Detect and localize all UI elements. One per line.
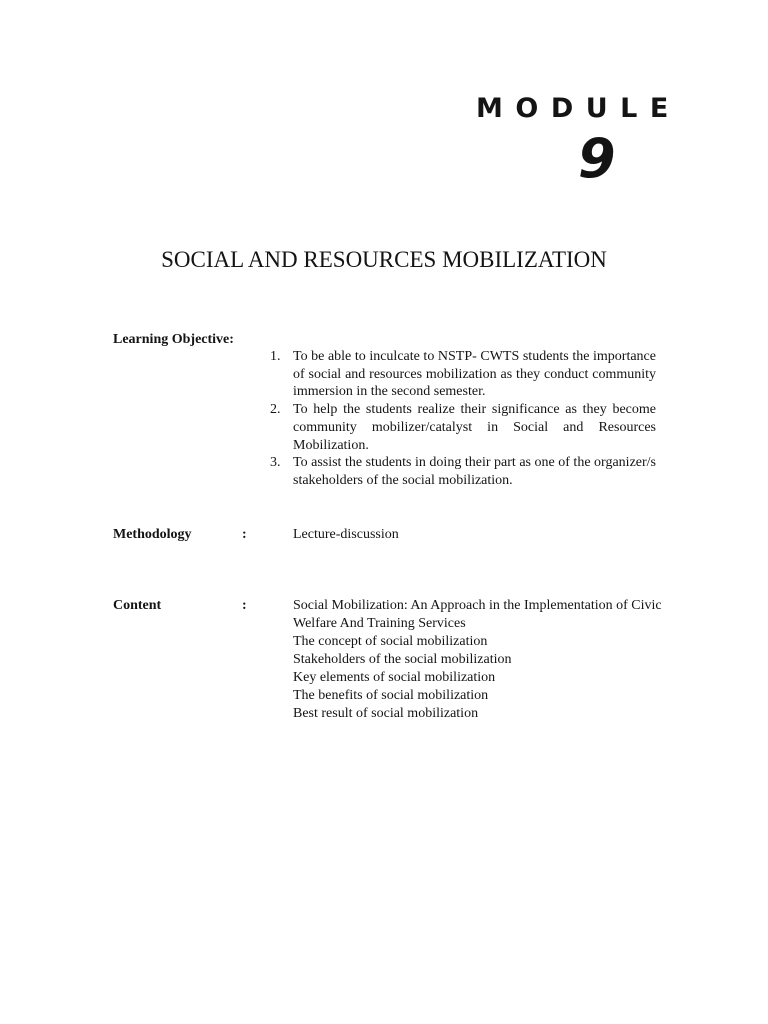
content-item: The concept of social mobilization [293, 634, 488, 649]
content-label: Content [113, 598, 162, 613]
content-item: Key elements of social mobilization [293, 670, 496, 685]
page-title: SOCIAL AND RESOURCES MOBILIZATION [161, 247, 607, 272]
methodology-value: Lecture-discussion [293, 527, 399, 542]
objective-number: 2. [270, 402, 281, 418]
learning-objective-label: Learning Objective: [113, 332, 234, 347]
objective-text: To be able to inculcate to NSTP- CWTS students the importance of social and resources mobilization as they conduct community immersion in the second semester. [293, 349, 656, 400]
content-item: Social Mobilization: An Approach in the Implementation of Civic Welfare And Training Services [293, 598, 662, 631]
module-number: 9 [578, 127, 616, 190]
module-heading: MODULE [476, 93, 681, 124]
objective-text: To assist the students in doing their part as one of the organizer/s stakeholders of the social mobilization. [293, 455, 656, 488]
objective-number: 3. [270, 455, 281, 471]
content-item: Stakeholders of the social mobilization [293, 652, 512, 667]
objective-text: To help the students realize their significance as they become community mobilizer/catalyst in Social and Resources Mobilization. [293, 402, 656, 453]
objective-item [270, 401, 656, 454]
methodology-label: Methodology [113, 527, 192, 542]
objective-item [270, 348, 656, 401]
methodology-colon: : [242, 527, 247, 542]
content-item: Best result of social mobilization [293, 706, 479, 721]
content-colon: : [242, 598, 247, 613]
objective-number: 1. [270, 349, 281, 364]
content-list [293, 597, 663, 723]
objective-item [270, 454, 656, 489]
content-item: The benefits of social mobilization [293, 688, 489, 703]
objectives-list [270, 348, 656, 490]
